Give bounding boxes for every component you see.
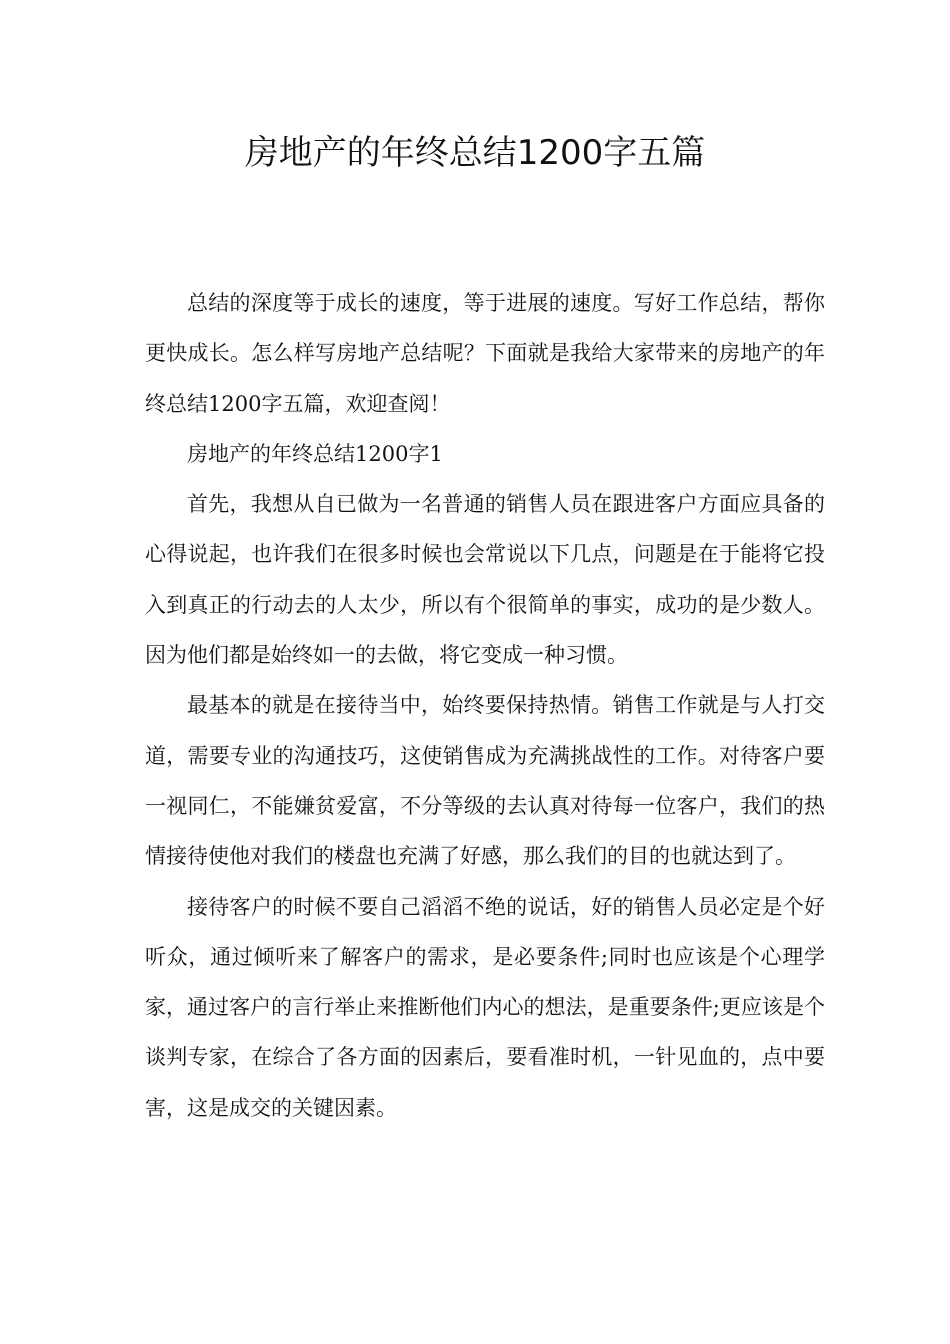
section-heading: 房地产的年终总结1200字1 bbox=[187, 441, 443, 466]
body-paragraph: 最基本的就是在接待当中，始终要保持热情。销售工作就是与人打交道，需要专业的沟通技巧，这使销售成为充满挑战性的工作。对待客户要一视同仁，不能嫌贫爱富，不分等级的去认真对待每一位客户，我们的热情接待使他对我们的楼盘也充满了好感，那么我们的目的也就达到了。 bbox=[145, 693, 825, 869]
document-body bbox=[145, 278, 825, 1133]
body-paragraph: 首先，我想从自已做为一名普通的销售人员在跟进客户方面应具备的心得说起，也许我们在很多时候也会常说以下几点，问题是在于能将它投入到真正的行动去的人太少，所以有个很简单的事实，成功的是少数人。因为他们都是始终如一的去做，将它变成一种习惯。 bbox=[145, 492, 825, 668]
body-paragraph: 接待客户的时候不要自己滔滔不绝的说话，好的销售人员必定是个好听众，通过倾听来了解客户的需求，是必要条件;同时也应该是个心理学家，通过客户的言行举止来推断他们内心的想法，是重要条件;更应该是个谈判专家，在综合了各方面的因素后，要看准时机，一针见血的，点中要害，这是成交的关键因素。 bbox=[145, 894, 825, 1120]
document-title: 房地产的年终总结1200字五篇 bbox=[244, 133, 706, 173]
intro-paragraph: 总结的深度等于成长的速度，等于进展的速度。写好工作总结，帮你更快成长。怎么样写房地产总结呢？下面就是我给大家带来的房地产的年终总结1200字五篇，欢迎查阅！ bbox=[145, 291, 825, 416]
